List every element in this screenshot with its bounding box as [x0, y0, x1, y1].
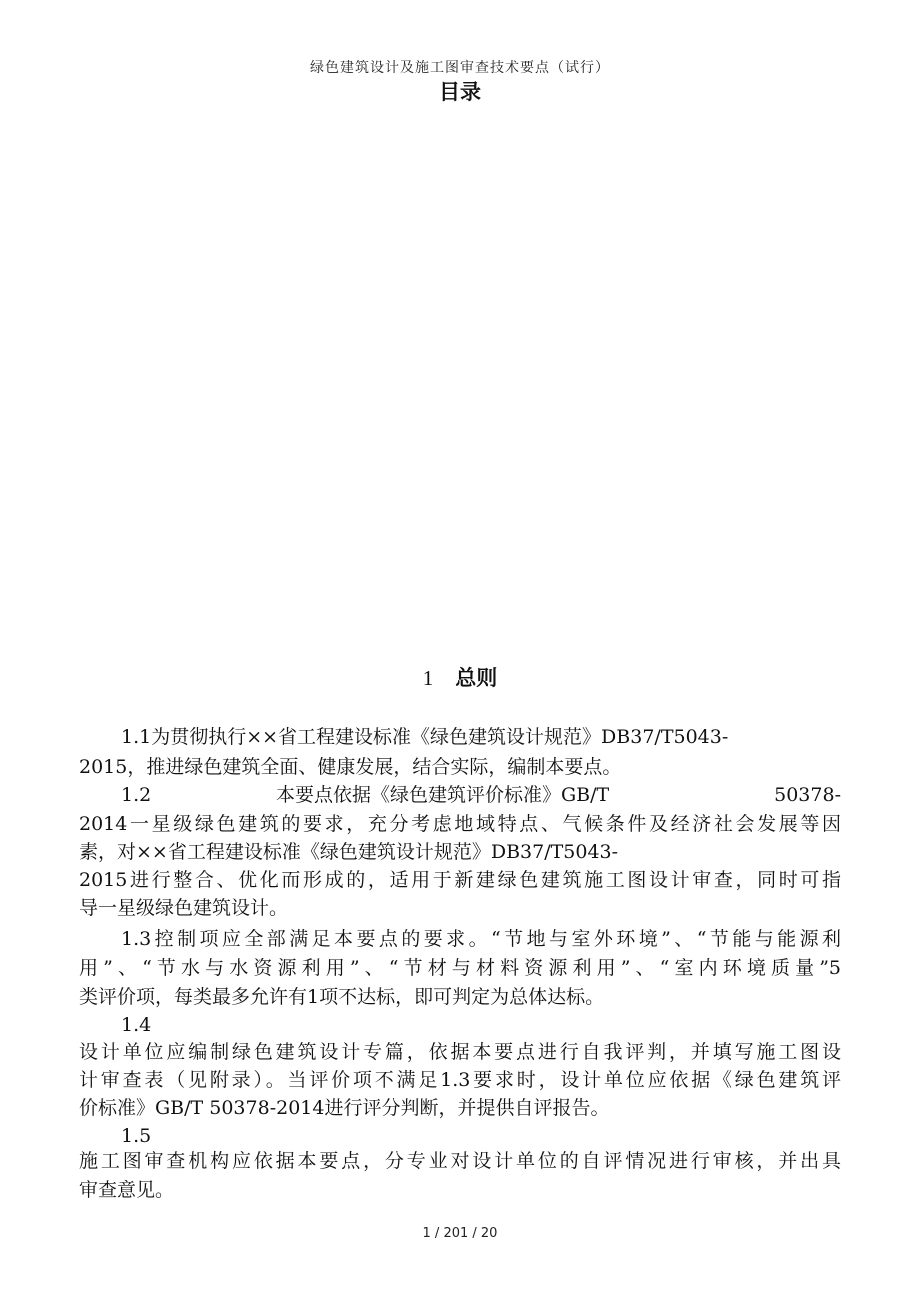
section-heading	[0, 662, 920, 692]
paragraph-1-1-line: 1.1为贯彻执行××省工程建设标准《绿色建筑设计规范》DB37/T5043-	[121, 726, 729, 748]
paragraph-number: 1.2	[121, 784, 152, 806]
paragraph-1-2-line: 素，对××省工程建设标准《绿色建筑设计规范》DB37/T5043-	[79, 841, 619, 863]
paragraph-1-4-line: 价标准》GB/T 50378-2014进行评分判断，并提供自评报告。	[79, 1097, 610, 1119]
page-number: 1 / 201 / 20	[422, 1226, 498, 1241]
paragraph-number: 1.5	[121, 1125, 152, 1147]
paragraph-1-1-line: 2015，推进绿色建筑全面、健康发展，结合实际，编制本要点。	[79, 756, 622, 778]
paragraph-1-2-text: 本要点依据《绿色建筑评价标准》GB/T	[276, 784, 610, 806]
paragraph-1-2-text-end: 50378-	[774, 784, 841, 806]
paragraph-1-3-line: 类评价项，每类最多允许有1项不达标，即可判定为总体达标。	[79, 986, 605, 1008]
running-header: 绿色建筑设计及施工图审查技术要点（试行）	[310, 60, 610, 76]
paragraph-1-2-line: 2015进行整合、优化而形成的，适用于新建绿色建筑施工图设计审查，同时可指	[79, 869, 841, 891]
paragraph-number: 1.4	[121, 1014, 152, 1036]
section-number: 1	[422, 666, 434, 690]
paragraph-1-4-line: 计审查表（见附录）。当评价项不满足1.3要求时，设计单位应依据《绿色建筑评	[79, 1069, 841, 1091]
paragraph-1-3-line: 用”、“节水与水资源利用”、“节材与材料资源利用”、“室内环境质量”5	[79, 957, 841, 979]
section-title: 总则	[455, 666, 498, 690]
paragraph-1-2-line: 导一星级绿色建筑设计。	[79, 897, 289, 919]
paragraph-1-5-line: 施工图审查机构应依据本要点，分专业对设计单位的自评情况进行审核，并出具	[79, 1150, 841, 1172]
paragraph-1-5-line: 审查意见。	[79, 1179, 175, 1201]
paragraph-1-2-line: 2014一星级绿色建筑的要求，充分考虑地域特点、气候条件及经济社会发展等因	[79, 813, 841, 835]
paragraph-1-4-line: 设计单位应编制绿色建筑设计专篇，依据本要点进行自我评判，并填写施工图设	[79, 1041, 841, 1063]
paragraph-1-3-line: 1.3控制项应全部满足本要点的要求。“节地与室外环境”、“节能与能源利	[121, 928, 841, 950]
paragraph-1-2-first-line	[121, 780, 841, 810]
toc-title: 目录	[439, 80, 481, 104]
